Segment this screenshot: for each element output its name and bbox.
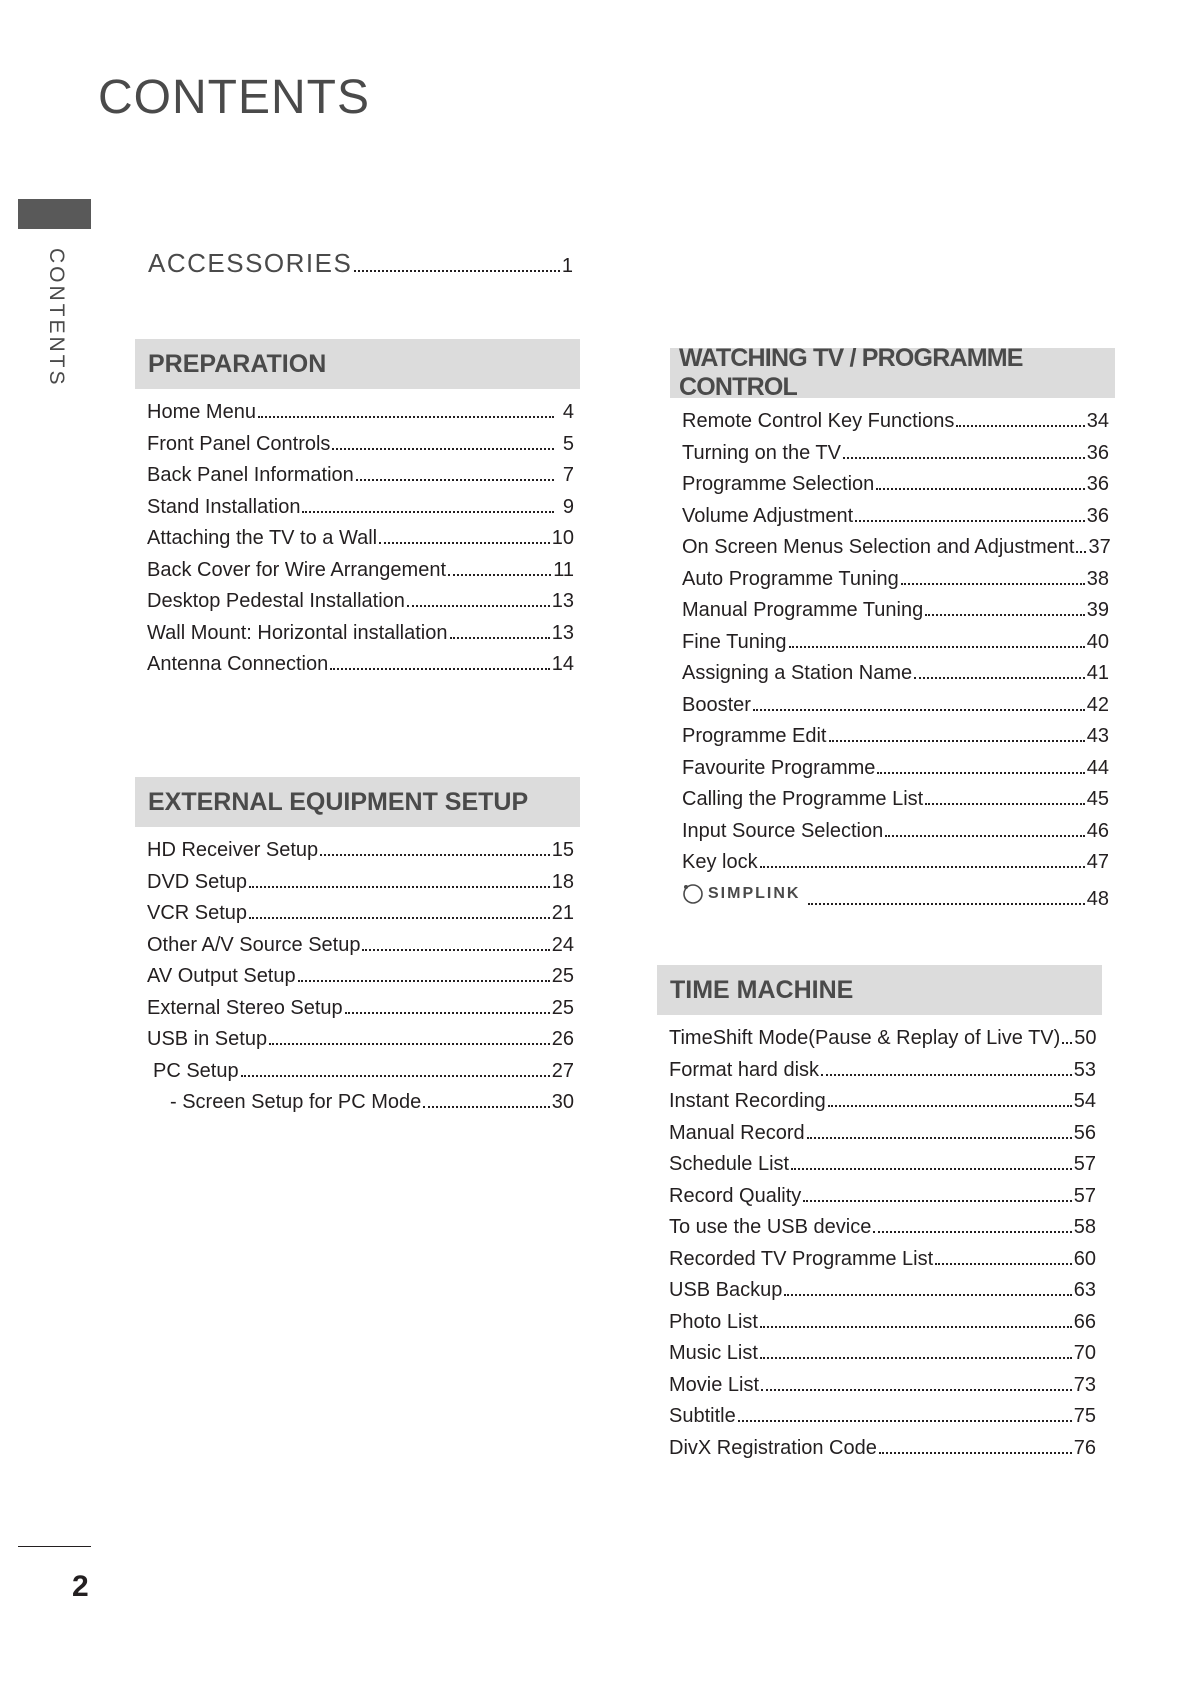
toc-entry[interactable] bbox=[669, 1405, 1096, 1437]
toc-entry[interactable] bbox=[147, 1091, 574, 1123]
toc-entry[interactable] bbox=[682, 662, 1109, 694]
toc-entry[interactable] bbox=[669, 1122, 1096, 1154]
entry-page: 11 bbox=[553, 558, 574, 581]
entry-page: 54 bbox=[1073, 1090, 1096, 1112]
entry-page: 21 bbox=[551, 902, 574, 924]
toc-entry[interactable] bbox=[682, 788, 1109, 820]
entry-label: Programme Edit bbox=[682, 725, 827, 747]
entry-page: 50 bbox=[1074, 1027, 1097, 1049]
leader-dots bbox=[407, 605, 550, 607]
entry-label: Manual Record bbox=[669, 1121, 805, 1144]
toc-entry-accessories[interactable] bbox=[148, 248, 573, 279]
leader-dots bbox=[808, 903, 1084, 905]
leader-dots bbox=[760, 1326, 1072, 1328]
entry-page: 45 bbox=[1086, 788, 1109, 810]
page-number: 2 bbox=[72, 1570, 89, 1603]
entry-label: Manual Programme Tuning bbox=[682, 599, 924, 621]
entry-page: 13 bbox=[551, 621, 574, 644]
toc-entry[interactable] bbox=[669, 1090, 1096, 1122]
leader-dots bbox=[784, 1294, 1071, 1296]
entry-label: Remote Control Key Functions bbox=[682, 410, 955, 432]
entry-page: 76 bbox=[1073, 1436, 1096, 1459]
leader-dots bbox=[362, 949, 549, 951]
entry-page: 4 bbox=[562, 401, 574, 423]
entry-page: 47 bbox=[1086, 851, 1109, 873]
leader-dots bbox=[914, 677, 1085, 679]
accessories-label: ACCESSORIES bbox=[148, 248, 353, 278]
entry-label: USB Backup bbox=[669, 1279, 783, 1301]
leader-dots bbox=[450, 637, 550, 639]
leader-dots bbox=[760, 866, 1085, 868]
leader-dots bbox=[761, 1389, 1072, 1391]
entry-page: 66 bbox=[1073, 1310, 1096, 1333]
toc-entry[interactable] bbox=[682, 568, 1109, 600]
toc-entry[interactable] bbox=[147, 496, 574, 528]
entry-label: Home Menu bbox=[147, 401, 256, 423]
leader-dots bbox=[298, 980, 550, 982]
leader-dots bbox=[448, 574, 551, 576]
toc-entry[interactable] bbox=[147, 1060, 574, 1092]
entry-label: Calling the Programme List bbox=[682, 788, 924, 810]
entry-label: Programme Selection bbox=[682, 473, 875, 495]
entry-label: Movie List bbox=[669, 1373, 760, 1396]
toc-entry[interactable] bbox=[147, 902, 574, 934]
entry-page: 7 bbox=[562, 464, 574, 486]
toc-entry[interactable] bbox=[669, 1279, 1096, 1311]
entry-label: DVD Setup bbox=[147, 870, 248, 893]
entry-page: 57 bbox=[1073, 1153, 1096, 1175]
entry-label: Recorded TV Programme List bbox=[669, 1247, 934, 1270]
entry-page: 10 bbox=[551, 527, 574, 549]
entry-label: Wall Mount: Horizontal installation bbox=[147, 621, 448, 644]
toc-entry[interactable] bbox=[682, 820, 1109, 852]
toc-entry[interactable] bbox=[669, 1059, 1096, 1091]
entry-page: 43 bbox=[1086, 725, 1109, 747]
section-heading: PREPARATION bbox=[135, 339, 580, 389]
entry-page: 5 bbox=[562, 432, 574, 455]
leader-dots bbox=[877, 772, 1084, 774]
toc-entry[interactable] bbox=[147, 871, 574, 903]
entry-page: 18 bbox=[551, 870, 574, 893]
toc-entry[interactable] bbox=[147, 559, 574, 591]
entry-label: Assigning a Station Name bbox=[682, 662, 913, 684]
entry-label: Turning on the TV bbox=[682, 441, 841, 464]
toc-entry-simplink[interactable] bbox=[682, 883, 1109, 915]
entry-label: - Screen Setup for PC Mode bbox=[170, 1091, 422, 1113]
entry-label: Schedule List bbox=[669, 1153, 790, 1175]
leader-dots bbox=[821, 1074, 1072, 1076]
footer-rule bbox=[18, 1546, 91, 1547]
entry-label: Attaching the TV to a Wall bbox=[147, 527, 378, 549]
simplink-label: SIMPLINK bbox=[708, 884, 801, 902]
entry-label: Format hard disk bbox=[669, 1058, 820, 1081]
entry-label: Back Cover for Wire Arrangement bbox=[147, 558, 446, 581]
toc-entry[interactable] bbox=[147, 839, 574, 871]
toc-entry[interactable] bbox=[147, 590, 574, 622]
entry-label: TimeShift Mode(Pause & Replay of Live TV) bbox=[669, 1027, 1061, 1049]
toc-list bbox=[135, 401, 580, 685]
leader-dots bbox=[356, 479, 554, 481]
toc-entry[interactable] bbox=[147, 653, 574, 685]
toc-entry[interactable] bbox=[682, 725, 1109, 757]
entry-page: 36 bbox=[1086, 473, 1109, 495]
leader-dots bbox=[855, 520, 1085, 522]
toc-entry[interactable] bbox=[147, 965, 574, 997]
entry-label: Antenna Connection bbox=[147, 653, 329, 675]
leader-dots bbox=[873, 1231, 1071, 1233]
entry-label: VCR Setup bbox=[147, 902, 248, 924]
entry-page: 41 bbox=[1086, 662, 1109, 684]
entry-page: 60 bbox=[1073, 1247, 1096, 1270]
toc-entry[interactable] bbox=[147, 1028, 574, 1060]
leader-dots bbox=[320, 854, 550, 856]
section-preparation bbox=[135, 339, 580, 685]
toc-list bbox=[657, 1027, 1102, 1468]
entry-page: 37 bbox=[1088, 536, 1111, 558]
entry-page: 63 bbox=[1073, 1279, 1096, 1301]
entry-label: Back Panel Information bbox=[147, 464, 354, 486]
entry-page: 53 bbox=[1073, 1058, 1096, 1081]
entry-page: 36 bbox=[1086, 441, 1109, 464]
leader-dots bbox=[269, 1043, 550, 1045]
entry-page: 44 bbox=[1086, 756, 1109, 779]
toc-entry[interactable] bbox=[682, 599, 1109, 631]
side-tab-marker bbox=[18, 199, 91, 229]
leader-dots bbox=[829, 740, 1085, 742]
toc-entry[interactable] bbox=[682, 694, 1109, 726]
section-heading: TIME MACHINE bbox=[657, 965, 1102, 1015]
leader-dots bbox=[885, 835, 1085, 837]
section-external-equipment bbox=[135, 777, 580, 1123]
entry-page: 70 bbox=[1073, 1342, 1096, 1364]
toc-entry[interactable] bbox=[682, 505, 1109, 537]
entry-label: Instant Recording bbox=[669, 1090, 826, 1112]
leader-dots bbox=[258, 416, 554, 418]
entry-page: 57 bbox=[1073, 1184, 1096, 1207]
entry-label: Volume Adjustment bbox=[682, 504, 854, 527]
leader-dots bbox=[332, 448, 554, 450]
toc-entry[interactable] bbox=[147, 464, 574, 496]
toc-entry[interactable] bbox=[669, 1374, 1096, 1406]
entry-label: Booster bbox=[682, 693, 751, 716]
toc-entry[interactable] bbox=[147, 997, 574, 1029]
entry-label: AV Output Setup bbox=[147, 965, 296, 987]
entry-page: 13 bbox=[551, 590, 574, 612]
section-heading: EXTERNAL EQUIPMENT SETUP bbox=[135, 777, 580, 827]
page-title: CONTENTS bbox=[98, 71, 370, 124]
entry-page: 56 bbox=[1073, 1121, 1096, 1144]
entry-page: 24 bbox=[551, 933, 574, 956]
entry-label: HD Receiver Setup bbox=[147, 839, 319, 861]
entry-page: 26 bbox=[551, 1028, 574, 1050]
toc-list bbox=[135, 839, 580, 1123]
leader-dots bbox=[330, 668, 550, 670]
leader-dots bbox=[879, 1452, 1072, 1454]
entry-label: Stand Installation bbox=[147, 495, 301, 518]
leader-dots bbox=[803, 1200, 1071, 1202]
entry-label: Favourite Programme bbox=[682, 756, 876, 779]
leader-dots bbox=[791, 1168, 1072, 1170]
toc-entry[interactable] bbox=[669, 1311, 1096, 1343]
toc-entry[interactable] bbox=[669, 1153, 1096, 1185]
toc-entry[interactable] bbox=[682, 757, 1109, 789]
entry-label: Key lock bbox=[682, 851, 758, 873]
entry-page: 39 bbox=[1086, 599, 1109, 621]
leader-dots bbox=[423, 1106, 550, 1108]
leader-dots bbox=[1062, 1042, 1072, 1044]
entry-page: 9 bbox=[562, 495, 574, 518]
toc-entry[interactable] bbox=[669, 1027, 1096, 1059]
entry-label: Desktop Pedestal Installation bbox=[147, 590, 405, 612]
entry-label: Music List bbox=[669, 1342, 758, 1364]
section-time-machine bbox=[657, 965, 1102, 1468]
section-watching-tv bbox=[670, 344, 1115, 914]
toc-entry[interactable] bbox=[669, 1216, 1096, 1248]
leader-dots bbox=[935, 1263, 1072, 1265]
leader-dots bbox=[354, 270, 560, 272]
entry-label: Front Panel Controls bbox=[147, 432, 331, 455]
leader-dots bbox=[738, 1420, 1072, 1422]
toc-entry[interactable] bbox=[682, 851, 1109, 883]
entry-page: 34 bbox=[1086, 410, 1109, 432]
entry-label: Input Source Selection bbox=[682, 819, 884, 842]
entry-page: 36 bbox=[1086, 504, 1109, 527]
entry-label: External Stereo Setup bbox=[147, 996, 343, 1019]
entry-page: 48 bbox=[1086, 887, 1109, 910]
toc-entry[interactable] bbox=[669, 1185, 1096, 1217]
toc-entry[interactable] bbox=[682, 410, 1109, 442]
entry-page: 15 bbox=[551, 839, 574, 861]
leader-dots bbox=[901, 583, 1085, 585]
leader-dots bbox=[760, 1357, 1072, 1359]
entry-page: 27 bbox=[551, 1059, 574, 1082]
entry-label: To use the USB device bbox=[669, 1216, 872, 1238]
leader-dots bbox=[241, 1075, 550, 1077]
leader-dots bbox=[843, 457, 1085, 459]
toc-entry[interactable] bbox=[147, 934, 574, 966]
toc-entry[interactable] bbox=[669, 1342, 1096, 1374]
leader-dots bbox=[876, 488, 1084, 490]
toc-entry[interactable] bbox=[147, 401, 574, 433]
simplink-logo bbox=[682, 883, 800, 905]
section-heading: WATCHING TV / PROGRAMME CONTROL bbox=[670, 348, 1115, 398]
leader-dots bbox=[302, 511, 554, 513]
leader-dots bbox=[753, 709, 1085, 711]
leader-dots bbox=[828, 1105, 1072, 1107]
leader-dots bbox=[249, 886, 550, 888]
entry-label: DivX Registration Code bbox=[669, 1436, 877, 1459]
entry-page: 46 bbox=[1086, 819, 1109, 842]
entry-label: Auto Programme Tuning bbox=[682, 567, 899, 590]
entry-page: 30 bbox=[551, 1091, 574, 1113]
toc-entry[interactable] bbox=[669, 1437, 1096, 1469]
entry-page: 58 bbox=[1073, 1216, 1096, 1238]
toc-entry[interactable] bbox=[682, 536, 1109, 568]
leader-dots bbox=[789, 646, 1085, 648]
leader-dots bbox=[345, 1012, 550, 1014]
entry-page: 38 bbox=[1086, 567, 1109, 590]
toc-entry[interactable] bbox=[669, 1248, 1096, 1280]
entry-label: Record Quality bbox=[669, 1184, 802, 1207]
toc-entry[interactable] bbox=[682, 631, 1109, 663]
entry-label: Fine Tuning bbox=[682, 630, 787, 653]
leader-dots bbox=[925, 803, 1085, 805]
entry-page: 25 bbox=[551, 996, 574, 1019]
entry-label: Subtitle bbox=[669, 1405, 736, 1427]
simplink-icon bbox=[682, 883, 704, 905]
entry-label: USB in Setup bbox=[147, 1028, 268, 1050]
entry-page: 40 bbox=[1086, 630, 1109, 653]
entry-page: 14 bbox=[551, 653, 574, 675]
leader-dots bbox=[1076, 551, 1086, 553]
entry-page: 42 bbox=[1086, 693, 1109, 716]
toc-entry[interactable] bbox=[147, 622, 574, 654]
entry-label: On Screen Menus Selection and Adjustment bbox=[682, 536, 1075, 558]
leader-dots bbox=[925, 614, 1085, 616]
side-section-label: CONTENTS bbox=[45, 248, 68, 388]
leader-dots bbox=[379, 542, 550, 544]
entry-page: 75 bbox=[1073, 1405, 1096, 1427]
toc-list bbox=[670, 410, 1115, 914]
toc-entry[interactable] bbox=[147, 433, 574, 465]
entry-page: 25 bbox=[551, 965, 574, 987]
entry-label: PC Setup bbox=[153, 1059, 239, 1082]
toc-entry[interactable] bbox=[682, 442, 1109, 474]
entry-label: Photo List bbox=[669, 1310, 758, 1333]
leader-dots bbox=[249, 917, 550, 919]
leader-dots bbox=[807, 1137, 1072, 1139]
accessories-page: 1 bbox=[561, 255, 573, 277]
leader-dots bbox=[956, 425, 1084, 427]
toc-entry[interactable] bbox=[682, 473, 1109, 505]
toc-entry[interactable] bbox=[147, 527, 574, 559]
entry-page: 73 bbox=[1073, 1373, 1096, 1396]
entry-label: Other A/V Source Setup bbox=[147, 933, 361, 956]
